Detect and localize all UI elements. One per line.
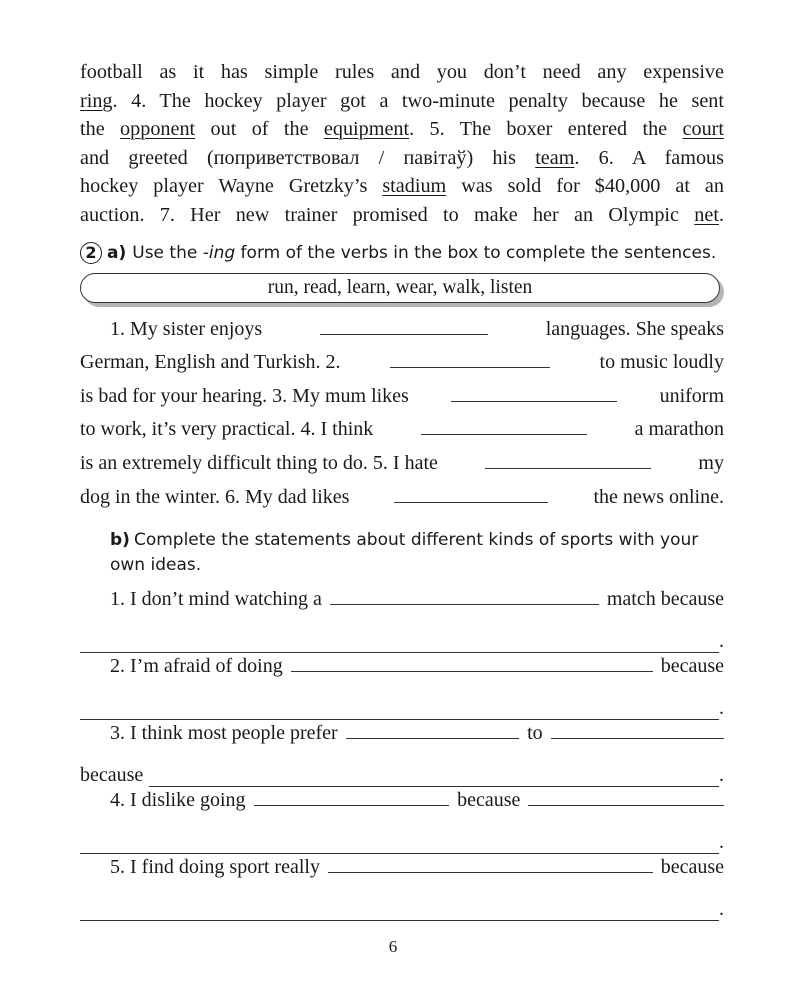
text-segment: match because	[606, 588, 724, 611]
paragraph-line-4	[80, 144, 724, 173]
exercise-line-5	[80, 447, 724, 481]
text-segment: . 5. The boxer entered the	[409, 118, 683, 141]
text-segment: 5. I find doing sport really	[110, 856, 320, 879]
underlined-word: court	[682, 118, 724, 141]
instruction-text: Use the	[132, 242, 203, 263]
exercise-line-2	[80, 346, 724, 380]
part-a-label: a)	[107, 242, 127, 263]
statement-2-line	[80, 653, 724, 687]
exercise-line-6	[80, 481, 724, 515]
answer-blank[interactable]	[421, 416, 587, 435]
paragraph-line-3	[80, 115, 724, 144]
answer-blank[interactable]	[346, 720, 519, 739]
part-b-label: b)	[110, 530, 130, 551]
word-box	[80, 273, 720, 303]
answer-blank[interactable]	[551, 720, 724, 739]
text-segment: is bad for your hearing. 3. My mum likes	[80, 384, 409, 407]
text-segment: German, English and Turkish. 2.	[80, 351, 341, 374]
text-segment: hockey player Wayne Gretzky’s	[80, 175, 383, 198]
text-segment: because	[457, 789, 521, 812]
page-number: 6	[388, 937, 398, 956]
exercise-line-3	[80, 380, 724, 414]
underlined-word: ring	[80, 89, 113, 112]
text-segment: out of the	[195, 118, 324, 141]
answer-blank[interactable]	[390, 349, 550, 368]
period-mark: .	[719, 630, 724, 653]
paragraph-line-2	[80, 87, 724, 116]
answer-blank[interactable]	[330, 586, 599, 605]
statement-1-continuation	[80, 620, 724, 653]
text-segment: was sold for $40,000 at an	[446, 175, 724, 198]
task2a-instruction	[132, 241, 716, 265]
text-segment: 2. I’m afraid of doing	[110, 655, 283, 678]
text-segment: the	[80, 118, 121, 141]
statement-3-continuation	[80, 754, 724, 787]
answer-blank[interactable]	[80, 634, 719, 653]
task1-paragraph	[80, 58, 724, 230]
text-segment: to	[527, 722, 543, 745]
answer-blank[interactable]	[320, 316, 488, 335]
statement-2-continuation	[80, 687, 724, 720]
statement-5-continuation	[80, 888, 724, 921]
statements-b	[80, 586, 724, 921]
text-segment: to music loudly	[599, 351, 724, 374]
answer-blank[interactable]	[254, 787, 450, 806]
word-box-text: run, read, learn, wear, walk, listen	[267, 276, 533, 298]
paragraph-line-1	[80, 58, 724, 87]
text-segment: to work, it’s very practical. 4. I think	[80, 418, 374, 441]
statement-4-line	[80, 787, 724, 821]
underlined-word: stadium	[382, 175, 447, 198]
answer-blank[interactable]	[451, 383, 617, 402]
period-mark: .	[719, 764, 724, 787]
text-segment: 4. I dislike going	[110, 789, 246, 812]
period-mark: .	[719, 697, 724, 720]
answer-blank[interactable]	[291, 653, 653, 672]
period-mark: .	[719, 898, 724, 921]
statement-3-line	[80, 720, 724, 754]
text-segment: a marathon	[634, 418, 724, 441]
statement-4-continuation	[80, 821, 724, 854]
text-segment: languages. She speaks	[545, 317, 724, 340]
period-mark: .	[719, 831, 724, 854]
text-segment: uniform	[659, 384, 724, 407]
task2b-heading	[110, 528, 724, 578]
answer-blank[interactable]	[528, 787, 724, 806]
text-segment: 1. I don’t mind watching a	[110, 588, 322, 611]
text-segment: my	[698, 451, 724, 474]
text-segment: the news online.	[593, 485, 724, 508]
statement-5-line	[80, 854, 724, 888]
page-content	[80, 58, 724, 921]
text-segment: and greeted (поприветствовал / павітаў) his	[80, 146, 536, 169]
underlined-word: team	[535, 146, 575, 169]
text-segment: dog in the winter. 6. My dad likes	[80, 485, 350, 508]
task-number-badge: 2	[80, 242, 102, 264]
text-segment: . 6. A famous	[574, 146, 724, 169]
answer-blank[interactable]	[80, 902, 719, 921]
text-segment: 1. My sister enjoys	[110, 317, 263, 340]
answer-blank[interactable]	[149, 768, 719, 787]
answer-blank[interactable]	[485, 450, 651, 469]
text-segment: because	[660, 856, 724, 879]
underlined-word: equipment	[323, 118, 410, 141]
paragraph-line-5	[80, 172, 724, 201]
task2b-instruction: Complete the statements about different kinds of sports with your own ideas.	[110, 530, 699, 576]
paragraph-line-6	[80, 201, 724, 230]
answer-blank[interactable]	[394, 484, 548, 503]
task2a-heading	[80, 241, 724, 265]
text-segment: . 4. The hockey player got a two-minute penalty because he sent	[112, 89, 724, 112]
instruction-italic: -ing	[202, 242, 236, 263]
underlined-word: net	[694, 203, 719, 226]
instruction-text: form of the verbs in the box to complete the sentences.	[235, 242, 717, 263]
text-segment: .	[718, 203, 724, 226]
underlined-word: opponent	[120, 118, 196, 141]
text-segment: football as it has simple rules and you don’t need any expensive	[80, 61, 724, 83]
exercise-line-1	[80, 313, 724, 347]
text-segment: because	[80, 764, 144, 787]
text-segment: auction. 7. Her new trainer promised to make her an Olympic	[80, 203, 695, 226]
answer-blank[interactable]	[80, 701, 719, 720]
answer-blank[interactable]	[328, 854, 653, 873]
exercise-a	[80, 313, 724, 515]
text-segment: is an extremely difficult thing to do. 5. I hate	[80, 451, 438, 474]
answer-blank[interactable]	[80, 835, 719, 854]
statement-1-line	[80, 586, 724, 620]
text-segment: because	[660, 655, 724, 678]
text-segment: 3. I think most people prefer	[110, 722, 338, 745]
exercise-line-4	[80, 413, 724, 447]
